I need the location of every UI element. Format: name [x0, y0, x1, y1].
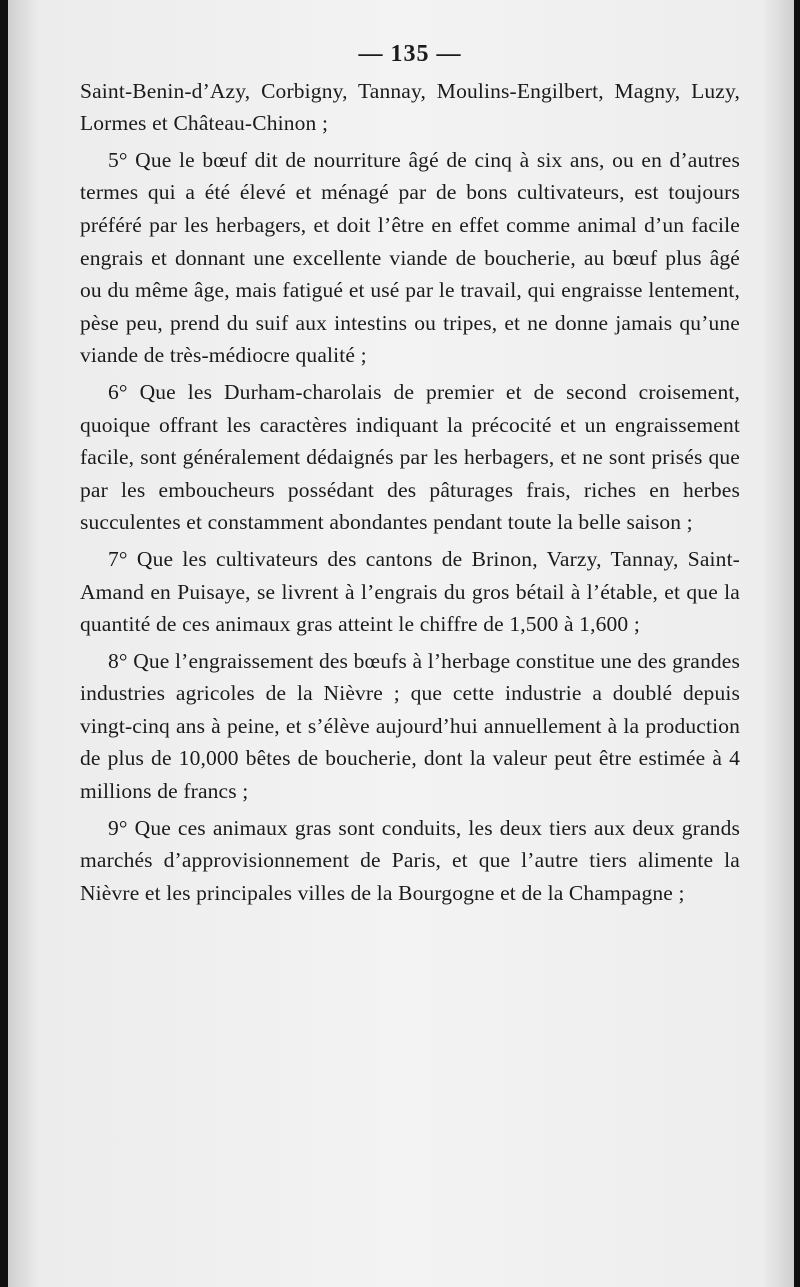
paragraph-6: 6° Que les Durham-charolais de premier et de second croisement, quoique offrant les caractères indiquant la précocité et un engraissement facile, sont généralement dédaignés par les herbagers, et ne sont prisés que par les emboucheurs possédant des pâturages frais, riches en herbes succulentes et constamment abondantes pendant toute la belle saison ; — [80, 379, 740, 535]
paragraph-continuation: Saint-Benin-d’Azy, Corbigny, Tannay, Moulins-Engilbert, Magny, Luzy, Lormes et Château-Chinon ; — [80, 78, 740, 136]
page-number: — 135 — — [358, 41, 462, 67]
book-page — [8, 0, 794, 1287]
paragraph-5: 5° Que le bœuf dit de nourriture âgé de cinq à six ans, ou en d’autres termes qui a été élevé et ménagé par de bons cultivateurs, est toujours préféré par les herbagers, et doit l’être en effet comme animal d’un facile engrais et donnant une excellente viande de boucherie, au bœuf plus âgé ou du même âge, mais fatigué et usé par le travail, qui engraisse lentement, pèse peu, prend du suif aux intestins ou tripes, et ne donne jamais qu’une viande de très-médiocre qualité ; — [80, 147, 740, 368]
page-text — [80, 38, 740, 909]
paragraph-8: 8° Que l’engraissement des bœufs à l’herbage constitue une des grandes industries agricoles de la Nièvre ; que cette industrie a doublé depuis vingt-cinq ans à peine, et s’élève aujourd’hui annuellement à la production de plus de 10,000 bêtes de boucherie, dont la valeur peut être estimée à 4 millions de francs ; — [80, 648, 740, 804]
paragraph-9: 9° Que ces animaux gras sont conduits, les deux tiers aux deux grands marchés d’approvisionnement de Paris, et que l’autre tiers alimente la Nièvre et les principales villes de la Bourgogne et de la Champagne ; — [80, 815, 740, 905]
paragraph-7: 7° Que les cultivateurs des cantons de Brinon, Varzy, Tannay, Saint-Amand en Puisaye, se livrent à l’engrais du gros bétail à l’étable, et que la quantité de ces animaux gras atteint le chiffre de 1,500 à 1,600 ; — [80, 546, 740, 637]
